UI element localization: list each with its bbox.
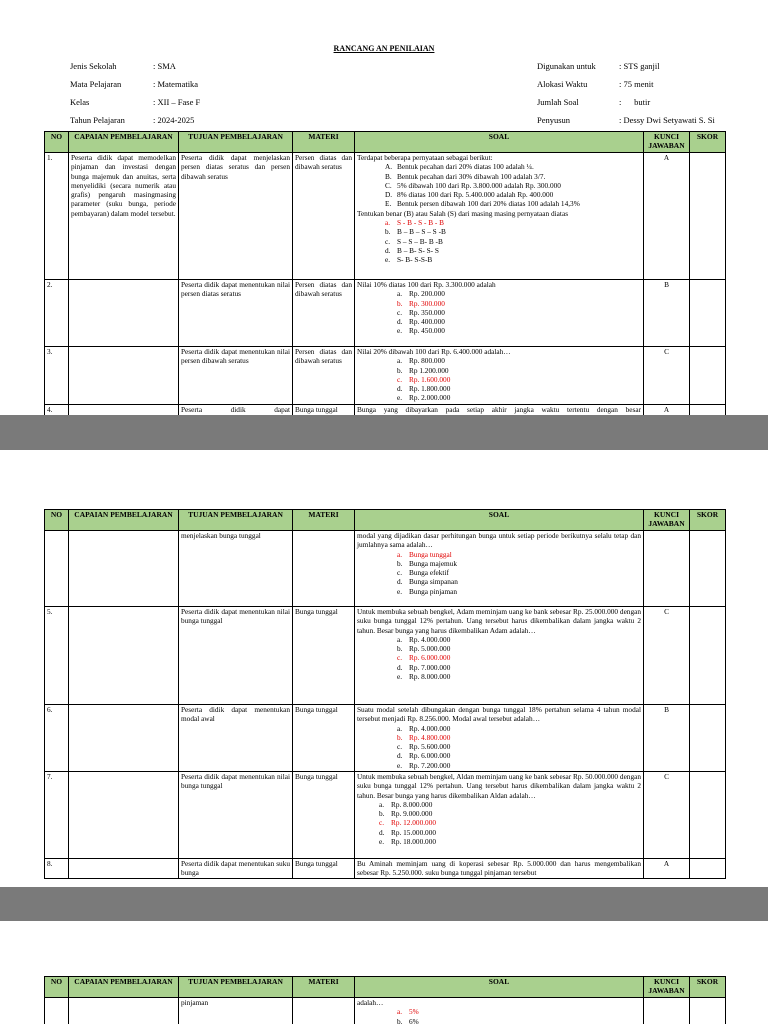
answer-option: a. Rp. 200.000 (397, 289, 445, 299)
meta-label: Digunakan untuk (537, 61, 596, 71)
col-soal: SOAL (355, 132, 644, 153)
answer-option-correct: a. Bunga tunggal (397, 549, 452, 559)
answer-option: e. S- B- S-S-B (385, 255, 433, 265)
score-cell (690, 607, 726, 705)
score-cell (690, 153, 726, 280)
tujuan-text: Peserta didik dapat menentukan suku bunga (179, 859, 293, 879)
col-skor: SKOR (690, 510, 726, 531)
capaian-text (69, 280, 179, 347)
answer-option: b. 6% (397, 1016, 419, 1024)
col-tujuan: TUJUAN PEMBELAJARAN (179, 132, 293, 153)
row-number (45, 998, 69, 1024)
materi-text: Bunga tunggal (293, 772, 355, 859)
tujuan-text: Peserta didik dapat menentukan nilai persen dibawah seratus (179, 347, 293, 405)
col-no: NO (45, 510, 69, 531)
col-kunci: KUNCI JAWABAN (644, 510, 690, 531)
answer-option: d. Rp. 1.800.000 (397, 384, 451, 394)
table-row (45, 998, 726, 1024)
soal-question: Untuk membuka sebuah bengkel, Aldan meminjam uang ke bank sebesar Rp. 50.000.000 dengan suku bunga tunggal 12% pertahun. Uang tersebut harus dikembalikan dalam jangka waktu 2 tahun. Besar bunga yang harus dikembalikan Aldan adalah… (357, 772, 641, 800)
soal-cell (355, 531, 644, 607)
soal-ask: Tentukan benar (B) atau Salah (S) dari masing masing pernyataan diatas (357, 208, 569, 218)
page-3 (0, 921, 768, 1024)
row-number: 3. (45, 347, 69, 405)
col-skor: SKOR (690, 977, 726, 998)
answer-option-correct: a. S - B - S - B - B (385, 218, 445, 228)
answer-option: b. Rp. 5.000.000 (397, 644, 451, 654)
meta-value: : SMA (153, 61, 176, 71)
materi-text: Bunga tunggal (293, 705, 355, 772)
meta-value: : 75 menit (619, 79, 654, 89)
tujuan-text: Peserta didik dapat menentukan nilai bunga tunggal (179, 772, 293, 859)
meta-value: : butir (619, 97, 651, 107)
table-row (45, 347, 726, 405)
capaian-text (69, 772, 179, 859)
score-cell (690, 772, 726, 859)
answer-option: a. Rp. 8.000.000 (379, 799, 433, 809)
meta-value: : Matematika (153, 79, 199, 89)
answer-option: e. Rp. 2.000.000 (397, 393, 451, 403)
col-materi: MATERI (293, 977, 355, 998)
score-cell (690, 405, 726, 416)
answer-option: d. Rp. 400.000 (397, 317, 445, 327)
col-skor: SKOR (690, 132, 726, 153)
materi-text (293, 531, 355, 607)
assessment-table-2 (44, 509, 726, 879)
answer-option: b. Rp 1.200.000 (397, 365, 449, 375)
tujuan-text: Peserta didik dapat menentukan modal awal (179, 705, 293, 772)
row-number: 5. (45, 607, 69, 705)
materi-text: Bunga tunggal (293, 405, 355, 416)
answer-option: c. Rp. 5.600.000 (397, 742, 451, 752)
answer-option: d. Rp. 6.000.000 (397, 751, 451, 761)
col-materi: MATERI (293, 510, 355, 531)
meta-label: Penyusun (537, 115, 571, 125)
answer-option-correct: c. Rp. 1.600.000 (397, 374, 451, 384)
answer-key: A (644, 153, 690, 280)
answer-key: A (644, 405, 690, 416)
capaian-text (69, 705, 179, 772)
soal-question: Nilai 10% diatas 100 dari Rp. 3.300.000 adalah (357, 280, 496, 289)
tujuan-text: menjelaskan bunga tunggal (179, 531, 293, 607)
row-number: 7. (45, 772, 69, 859)
score-cell (690, 998, 726, 1024)
soal-cell (355, 347, 644, 405)
answer-option: e. Rp. 18.000.000 (379, 837, 436, 847)
col-no: NO (45, 977, 69, 998)
table-row (45, 405, 726, 416)
soal-cell (355, 607, 644, 705)
materi-text: Persen diatas dan dibawah seratus (293, 280, 355, 347)
statement: E. Bentuk persen dibawah 100 dari 20% diatas 100 adalah 14,3% (385, 199, 580, 209)
meta-left (70, 57, 200, 129)
meta-value: : 2024-2025 (153, 115, 195, 125)
col-capaian: CAPAIAN PEMBELAJARAN (69, 977, 179, 998)
table-row (45, 705, 726, 772)
col-capaian: CAPAIAN PEMBELAJARAN (69, 510, 179, 531)
assessment-table-3 (44, 976, 726, 1024)
tujuan-text: Peserta didik dapat menentukan nilai bunga tunggal (179, 607, 293, 705)
tujuan-text: Peserta didik dapat (179, 405, 293, 416)
answer-option: b. Rp. 9.000.000 (379, 809, 433, 819)
answer-option: e. Bunga pinjaman (397, 586, 458, 596)
capaian-text (69, 607, 179, 705)
soal-cell (355, 998, 644, 1024)
meta-label: Kelas (70, 97, 90, 107)
soal-intro: Terdapat beberapa pernyataan sebagai berikut: (357, 153, 493, 162)
soal-question: Bu Aminah meminjam uang di koperasi sebesar Rp. 5.000.000 dan harus mengembalikan sebesar Rp. 5.250.000. suku bunga tunggal pinjaman tersebut (355, 859, 644, 879)
soal-question: adalah… (357, 998, 384, 1007)
tujuan-text: pinjaman (179, 998, 293, 1024)
statement: D. 8% diatas 100 dari Rp. 5.400.000 adalah Rp. 400.000 (385, 190, 554, 200)
answer-key: C (644, 772, 690, 859)
answer-option: e. Rp. 8.000.000 (397, 672, 451, 682)
answer-option: a. Rp. 4.000.000 (397, 634, 451, 644)
col-no: NO (45, 132, 69, 153)
answer-option: d. Rp. 15.000.000 (379, 827, 436, 837)
col-capaian: CAPAIAN PEMBELAJARAN (69, 132, 179, 153)
col-tujuan: TUJUAN PEMBELAJARAN (179, 510, 293, 531)
score-cell (690, 347, 726, 405)
answer-option: b. B – B – S – S -B (385, 227, 446, 237)
table-row (45, 280, 726, 347)
col-soal: SOAL (355, 510, 644, 531)
meta-label: Alokasi Waktu (537, 79, 588, 89)
meta-label: Tahun Pelajaran (70, 115, 125, 125)
soal-cell (355, 153, 644, 280)
capaian-text (69, 531, 179, 607)
answer-key: B (644, 280, 690, 347)
answer-option-correct: b. Rp. 4.800.000 (397, 732, 451, 742)
document-title: RANCANG AN PENILAIAN (333, 44, 435, 53)
materi-text (293, 998, 355, 1024)
col-tujuan: TUJUAN PEMBELAJARAN (179, 977, 293, 998)
answer-option: d. Bunga simpanan (397, 577, 458, 587)
answer-option: a. Rp. 800.000 (397, 356, 445, 366)
row-number: 6. (45, 705, 69, 772)
meta-value: : STS ganjil (619, 61, 660, 71)
capaian-text: Peserta didik dapat memodelkan pinjaman dan investasi dengan bunga majemuk dan anuitas, serta menyelidiki (secara numerik atau grafis) pengaruh masingmasing parameter (suku bunga, periode pembayaran) dalam model tersebut. (69, 153, 179, 280)
soal-question: Bunga yang dibayarkan pada setiap akhir jangka waktu tertentu dengan besar (355, 405, 644, 416)
statement: B. Bentuk pecahan dari 30% dibawah 100 adalah 3/7. (385, 171, 546, 181)
col-kunci: KUNCI JAWABAN (644, 977, 690, 998)
meta-value: : XII – Fase F (153, 97, 201, 107)
tujuan-text: Peserta didik dapat menentukan nilai persen diatas seratus (179, 280, 293, 347)
score-cell (690, 280, 726, 347)
soal-cell (355, 705, 644, 772)
answer-option-correct: b. Rp. 300.000 (397, 298, 445, 308)
answer-option: c. Rp. 350.000 (397, 307, 445, 317)
col-soal: SOAL (355, 977, 644, 998)
page-2 (0, 450, 768, 887)
table-row (45, 607, 726, 705)
soal-question: Suatu modal setelah dibungakan dengan bunga tunggal 18% pertahun selama 4 tahun modal tersebut menjadi Rp. 8.256.000. Modal awal tersebut adalah… (357, 705, 641, 724)
answer-option: d. Rp. 7.000.000 (397, 662, 451, 672)
capaian-text (69, 859, 179, 879)
col-kunci: KUNCI JAWABAN (644, 132, 690, 153)
answer-key (644, 998, 690, 1024)
answer-option: c. S – S – B- B -B (385, 236, 443, 246)
row-number: 1. (45, 153, 69, 280)
page-1 (0, 0, 768, 415)
col-materi: MATERI (293, 132, 355, 153)
answer-key: B (644, 705, 690, 772)
soal-cell (355, 280, 644, 347)
answer-option-correct: a. 5% (397, 1007, 419, 1017)
assessment-table-1 (44, 131, 726, 415)
soal-cell (355, 772, 644, 859)
row-number: 2. (45, 280, 69, 347)
table-row (45, 531, 726, 607)
answer-key: C (644, 347, 690, 405)
answer-option: e. Rp. 7.200.000 (397, 760, 451, 770)
soal-question: Nilai 20% dibawah 100 dari Rp. 6.400.000 adalah… (357, 347, 511, 356)
materi-text: Persen diatas dan dibawah seratus (293, 153, 355, 280)
answer-key (644, 531, 690, 607)
soal-question: Untuk membuka sebuah bengkel, Adam meminjam uang ke bank sebesar Rp. 25.000.000 dengan suku bunga tunggal 12% pertahun. Uang tersebut harus dikembalikan dalam jangka waktu 2 tahun. Besar bunga yang harus dikembalikan Adam adalah… (357, 607, 641, 635)
meta-label: Jumlah Soal (537, 97, 579, 107)
answer-option: b. Bunga majemuk (397, 558, 458, 568)
answer-option-correct: c. Rp. 6.000.000 (397, 653, 451, 663)
answer-option: d. B – B- S- S- S (385, 245, 439, 255)
materi-text: Persen diatas dan dibawah seratus (293, 347, 355, 405)
capaian-text (69, 405, 179, 416)
table-row (45, 772, 726, 859)
row-number (45, 531, 69, 607)
meta-label: Jenis Sekolah (70, 61, 117, 71)
table-row (45, 153, 726, 280)
score-cell (690, 859, 726, 879)
materi-text: Bunga tunggal (293, 859, 355, 879)
answer-option: e. Rp. 450.000 (397, 326, 445, 336)
score-cell (690, 531, 726, 607)
statement: A. Bentuk pecahan dari 20% diatas 100 adalah ¼. (385, 162, 534, 172)
meta-value: : Dessy Dwi Setyawati S. Si (619, 115, 715, 125)
statement: C. 5% dibawah 100 dari Rp. 3.800.000 adalah Rp. 300.000 (385, 180, 561, 190)
capaian-text (69, 998, 179, 1024)
answer-option: a. Rp. 4.000.000 (397, 723, 451, 733)
row-number: 8. (45, 859, 69, 879)
answer-key: C (644, 607, 690, 705)
capaian-text (69, 347, 179, 405)
meta-right (537, 57, 715, 129)
meta-label: Mata Pelajaran (70, 79, 122, 89)
row-number: 4. (45, 405, 69, 416)
score-cell (690, 705, 726, 772)
soal-question: modal yang dijadikan dasar perhitungan bunga untuk setiap periode berikutnya selalu tetap dan jumlahnya sama adalah… (357, 531, 641, 550)
answer-option: c. Bunga efektif (397, 568, 449, 578)
table-row (45, 859, 726, 879)
answer-key: A (644, 859, 690, 879)
materi-text: Bunga tunggal (293, 607, 355, 705)
answer-option-correct: c. Rp. 12.000.000 (379, 818, 436, 828)
tujuan-text: Peserta didik dapat menjelaskan persen diatas seratus dan persen dibawah seratus (179, 153, 293, 280)
